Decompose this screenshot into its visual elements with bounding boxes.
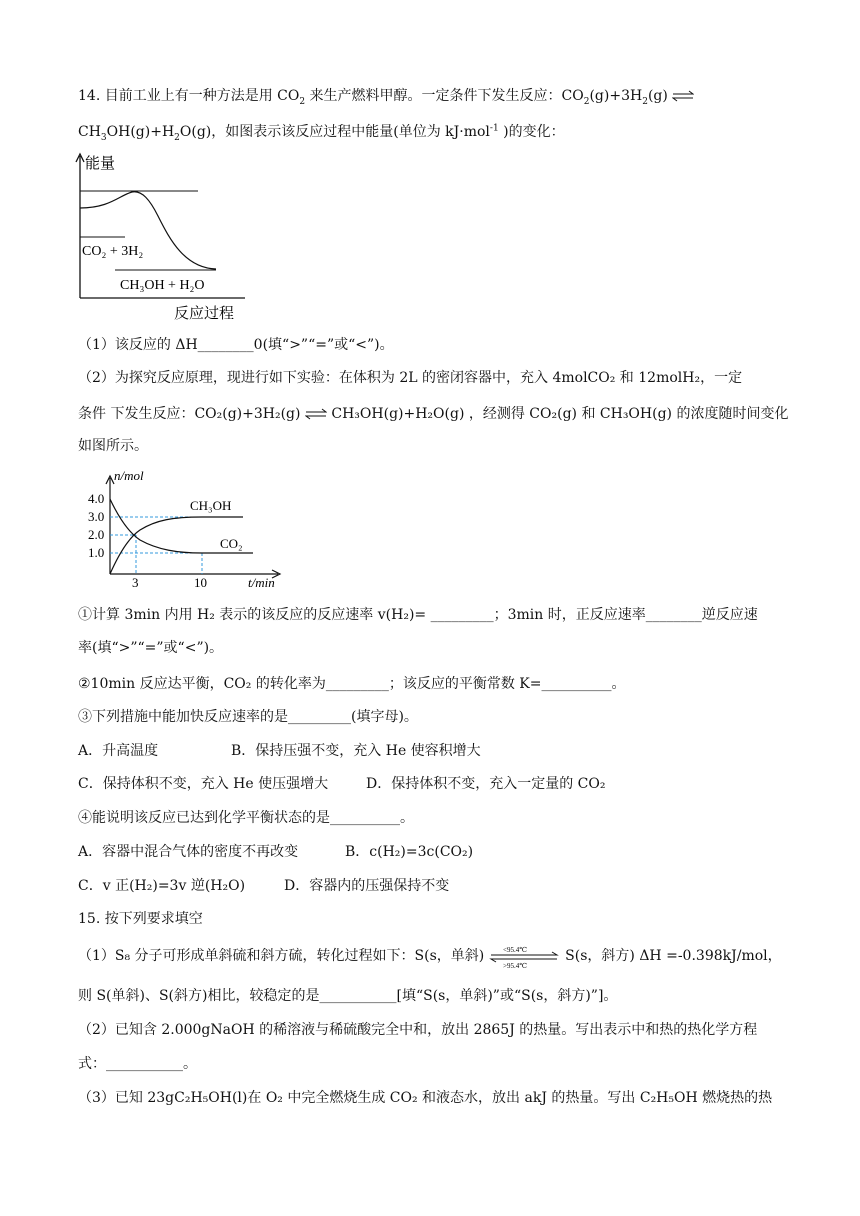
- q14-sub3-option-c: C．保持体积不变，充入 He 使压强增大: [78, 776, 329, 792]
- energy-ylabel: 能量: [85, 154, 116, 172]
- x-axis-label: t/min: [248, 575, 275, 590]
- q14-part2-line2: 条件 下发生反应：CO₂(g)+3H₂(g) CH₃OH(g)+H₂O(g) ，经测得 CO₂(g) 和 CH₃OH(g) 的浓度随时间变化: [78, 406, 789, 422]
- q14-sub4-option-b: B．c(H₂)=3c(CO₂): [345, 844, 474, 860]
- series-co2-label: CO₂: [220, 536, 243, 551]
- q14-part1: （1）该反应的 ΔH________0(填“>”“=”或“<”)。: [78, 337, 394, 353]
- q15-part2-line1: （2）已知含 2.000gNaOH 的稀溶液与稀硫酸完全中和，放出 2865J 的热量。写出表示中和热的热化学方程: [78, 1022, 758, 1038]
- q14-sub4: ④能说明该反应已达到化学平衡状态的是__________。: [78, 810, 414, 826]
- q15-part3-line1: （3）已知 23gC₂H₅OH(l)在 O₂ 中完全燃烧生成 CO₂ 和液态水，放出 akJ 的热量。写出 C₂H₅OH 燃烧热的热: [78, 1090, 773, 1106]
- q14-part2-line1: （2）为探究反应原理，现进行如下实验：在体积为 2L 的密闭容器中，充入 4molCO₂ 和 12molH₂，一定: [78, 370, 743, 386]
- product-label: CH₃OH + H₂O: [120, 278, 205, 293]
- ytick-label: 3.0: [88, 509, 105, 524]
- xtick-label: 3: [132, 575, 139, 590]
- q15-part2-line2: 式：___________。: [78, 1056, 197, 1072]
- q14-sub1-line2: 率(填“>”“=”或“<”)。: [78, 640, 224, 656]
- q15-part1-line1: （1）S₈ 分子可形成单斜硫和斜方硫，转化过程如下：S(s，单斜) <95.4℃ >95.4℃ S(s，斜方) ΔH =-0.398kJ/mol，: [78, 946, 782, 968]
- q14-sub3-option-d: D．保持体积不变，充入一定量的 CO₂: [366, 776, 606, 792]
- reversible-arrow-with-conditions: [489, 946, 561, 966]
- concentration-chart: [78, 466, 288, 592]
- condition-top-label: <95.4℃: [502, 946, 527, 954]
- equilibrium-arrow-icon: [672, 90, 694, 102]
- xtick-label: 10: [194, 575, 207, 590]
- q14-sub4-option-d: D．容器内的压强保持不变: [284, 878, 450, 894]
- q15-part1-line2: 则 S(单斜)、S(斜方)相比，较稳定的是___________[填“S(s，单斜)”或“S(s，斜方)”]。: [78, 988, 618, 1004]
- q14-sub2: ②10min 反应达平衡，CO₂ 的转化率为_________；该反应的平衡常数 K=__________。: [78, 676, 626, 692]
- reactant-label: CO₂ + 3H₂: [82, 244, 144, 259]
- q14-sub3-option-a: A．升高温度: [78, 743, 159, 759]
- condition-bottom-label: >95.4℃: [502, 962, 527, 968]
- q14-line2: $CH_3OH(g)+H_2O(g)$，如图表示该反应过程中能量(单位为 kJ·mol$^{-1}$ )的变化：: [78, 123, 565, 143]
- q14-sub1-line1: ①计算 3min 内用 H₂ 表示的该反应的反应速率 v(H₂)= _________；3min 时，正反应速率________逆反应速: [78, 607, 758, 623]
- q14-sub4-option-a: A．容器中混合气体的密度不再改变: [78, 844, 299, 860]
- q14-part2-line3: 如图所示。: [78, 438, 148, 454]
- q15-title: 15. 按下列要求填空: [78, 911, 203, 927]
- equilibrium-arrow-icon: [305, 408, 327, 420]
- series-ch3oh-label: CH₃OH: [190, 498, 232, 513]
- energy-xlabel: 反应过程: [174, 304, 235, 322]
- q14-sub4-option-c: C．v 正(H₂)=3v 逆(H₂O): [78, 878, 246, 894]
- q14-line1: 14. 目前工业上有一种方法是用 $CO_2$ 来生产燃料甲醇。一定条件下发生反应：$CO_2(g)+3H_2(g)$: [78, 86, 694, 106]
- q14-sub3-option-b: B．保持压强不变，充入 He 使容积增大: [231, 743, 481, 759]
- energy-diagram: [70, 150, 260, 325]
- ytick-label: 1.0: [88, 545, 105, 560]
- ytick-label: 2.0: [88, 527, 105, 542]
- q14-sub3: ③下列措施中能加快反应速率的是_________(填字母)。: [78, 709, 418, 725]
- ytick-label: 4.0: [88, 491, 105, 506]
- y-axis-label: n/mol: [114, 468, 144, 483]
